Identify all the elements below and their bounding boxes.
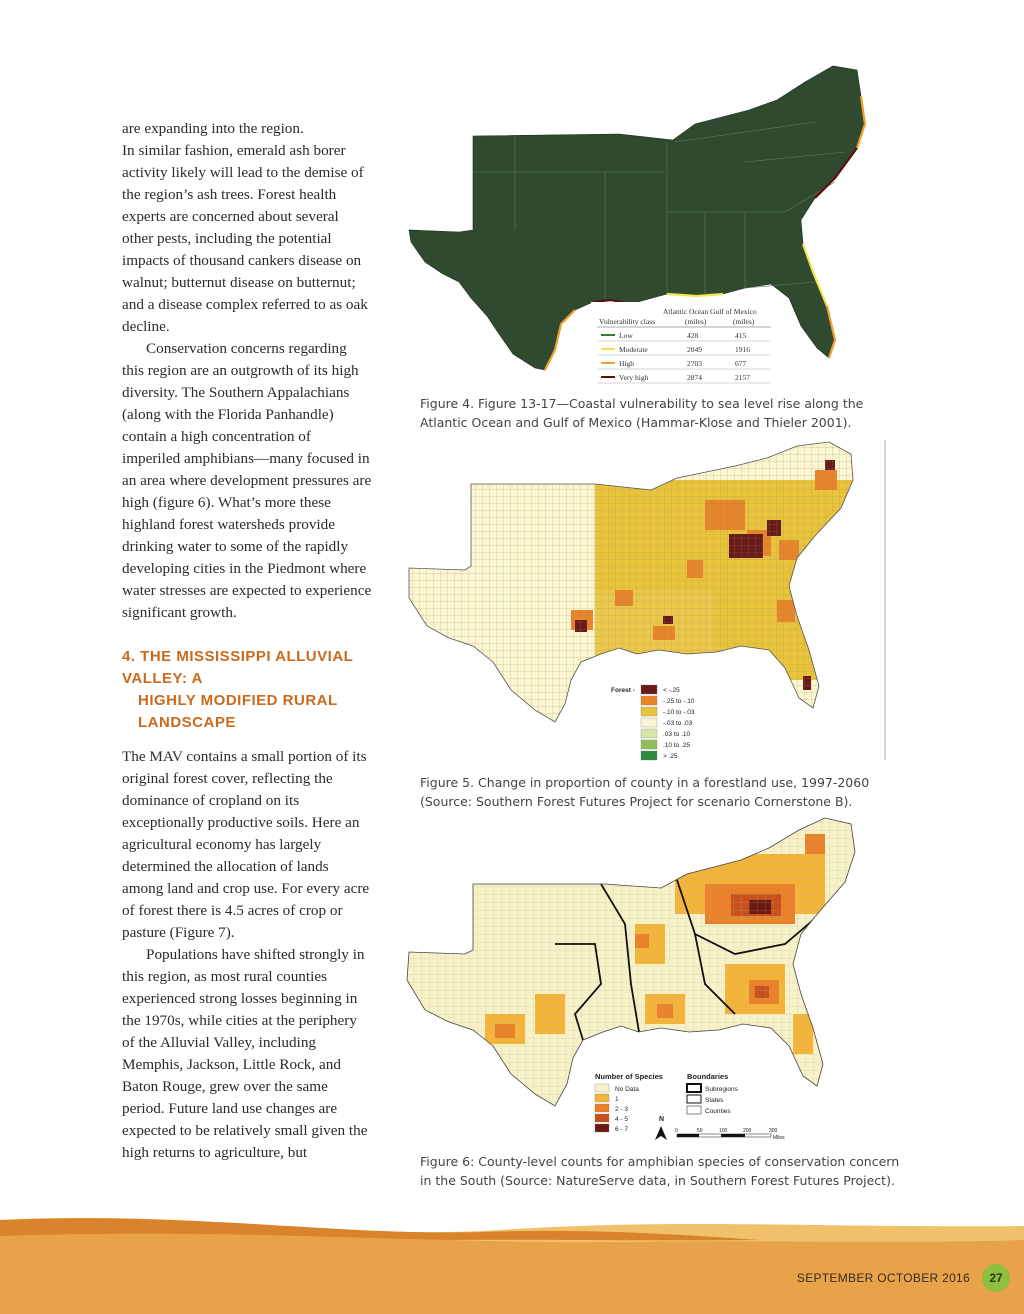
legend-label: States	[705, 1097, 724, 1104]
paragraph: are expanding into the region.	[122, 120, 304, 137]
legend-swatch	[641, 729, 657, 738]
legend-row-gulf: 415	[735, 331, 747, 340]
legend-row-label: Moderate	[619, 345, 648, 354]
scale-tick-label: 300	[769, 1128, 778, 1134]
figure4-legend-table	[591, 302, 781, 388]
section-heading	[122, 646, 372, 734]
legend-label: -.25 to -.10	[663, 698, 695, 705]
section-heading-line2: HIGHLY MODIFIED RURAL LANDSCAPE	[138, 692, 338, 731]
legend-swatch	[641, 696, 657, 705]
legend-swatch	[595, 1084, 609, 1092]
legend-label: < -.25	[663, 687, 680, 694]
scale-tick-label: 100	[719, 1128, 728, 1134]
legend-swatch	[641, 740, 657, 749]
legend-row-atlantic: 2874	[687, 373, 702, 382]
table-header-class: Vulnerability class	[599, 317, 655, 326]
species-legend-title: Number of Species	[595, 1072, 663, 1081]
legend-swatch	[687, 1106, 701, 1114]
legend-label: Subregions	[705, 1086, 738, 1093]
legend-label: 4 - 5	[615, 1116, 629, 1123]
legend-label: > .25	[663, 753, 678, 760]
legend-row-label: High	[619, 359, 634, 368]
legend-swatch	[641, 707, 657, 716]
figure6-map	[405, 814, 895, 1150]
legend-row-gulf: 1916	[735, 345, 750, 354]
legend-row-atlantic: 428	[687, 331, 699, 340]
figure5-caption: Figure 5. Change in proportion of county in a forestland use, 1997-2060 (Source: Southern Forest Futures Project for scenario Cornerstone B).	[420, 775, 870, 809]
scale-tick-label: 50	[697, 1128, 703, 1134]
legend-swatch	[641, 751, 657, 760]
legend-label: .03 to .10	[663, 731, 691, 738]
legend-swatch	[595, 1114, 609, 1122]
bounds-legend-title: Boundaries	[687, 1072, 729, 1081]
legend-label: No Data	[615, 1086, 639, 1093]
figure5-map	[405, 440, 890, 770]
legend-swatch	[641, 685, 657, 694]
legend-swatch	[641, 718, 657, 727]
table-header-miles1: (miles)	[685, 317, 707, 326]
legend-swatch	[595, 1094, 609, 1102]
figure6-legend	[587, 1066, 787, 1146]
legend-row-atlantic: 2049	[687, 345, 702, 354]
legend-swatch	[687, 1084, 701, 1092]
legend-label: 1	[615, 1096, 619, 1103]
scale-unit: Miles	[773, 1135, 785, 1141]
legend-label: 2 - 3	[615, 1106, 629, 1113]
section-heading-line1: 4. THE MISSISSIPPI ALLUVIAL VALLEY: A	[122, 648, 354, 687]
legend-row-label: Very high	[619, 373, 649, 382]
footer-wave	[0, 1200, 1024, 1314]
legend-swatch	[595, 1104, 609, 1112]
paragraph: The MAV contains a small portion of its original forest cover, reflecting the dominance of cropland on its exceptionally productive soils. Here an agricultural economy has largely determined the allocation of lands among land and crop use. For every acre of forest there is 4.5 acres of crop or pasture (Figure 7).	[122, 748, 370, 941]
legend-label: 6 - 7	[615, 1126, 629, 1133]
scale-tick-label: 0	[675, 1128, 678, 1134]
figure5-legend	[611, 685, 695, 760]
legend-row-label: Low	[619, 331, 633, 340]
paragraph: Populations have shifted strongly in this region, as most rural counties experienced strong losses beginning in the 1970s, while cities at the periphery of the Alluvial Valley, including Memphis, Jackson, Little Rock, and Baton Rouge, grew over the same period. Future land use changes are expected to be relatively small given the high returns to agriculture, but	[122, 946, 368, 1161]
legend-row-gulf: 677	[735, 359, 747, 368]
page-number: 27	[982, 1264, 1010, 1292]
legend-title: Forest -	[611, 687, 635, 694]
figure4-map	[405, 62, 895, 392]
figure4-caption: Figure 4. Figure 13-17—Coastal vulnerability to sea level rise along the Atlantic Ocean and Gulf of Mexico (Hammar-Klose and Thieler 2001).	[420, 396, 864, 430]
legend-row-atlantic: 2703	[687, 359, 702, 368]
figure6-caption: Figure 6: County-level counts for amphibian species of conservation concern in the South (Source: NatureServe data, in Southern Forest Futures Project).	[420, 1154, 900, 1188]
paragraph: In similar fashion, emerald ash borer activity likely will lead to the demise of the region’s ash trees. Forest health experts are concerned about several other pests, including the potential impacts of thousand cankers disease on walnut; butternut disease on butternut; and a disease complex referred to as oak decline.	[122, 142, 368, 335]
article-body	[122, 118, 372, 1164]
legend-row-gulf: 2157	[735, 373, 750, 382]
legend-label: .10 to .25	[663, 742, 691, 749]
table-header-miles2: (miles)	[733, 317, 755, 326]
legend-swatch	[595, 1124, 609, 1132]
legend-label: -.10 to -.03	[663, 709, 695, 716]
table-header-top: Atlantic Ocean Gulf of Mexico	[663, 307, 757, 316]
legend-swatch	[687, 1095, 701, 1103]
north-label: N	[659, 1116, 665, 1123]
paragraph: Conservation concerns regarding this region are an outgrowth of its high diversity. The Southern Appalachians (along with the Florida Panhandle) contain a high concentration of imperiled amphibians—many focused in an area where development pressures are high (figure 6). What’s more these highland forest watersheds provide drinking water to some of the rapidly developing cities in the Piedmont where water stresses are expected to experience significant growth.	[122, 340, 372, 621]
legend-label: -.03 to .03	[663, 720, 693, 727]
legend-label: Counties	[705, 1108, 731, 1115]
issue-label: SEPTEMBER OCTOBER 2016	[796, 1271, 970, 1285]
scale-tick-label: 200	[743, 1128, 752, 1134]
